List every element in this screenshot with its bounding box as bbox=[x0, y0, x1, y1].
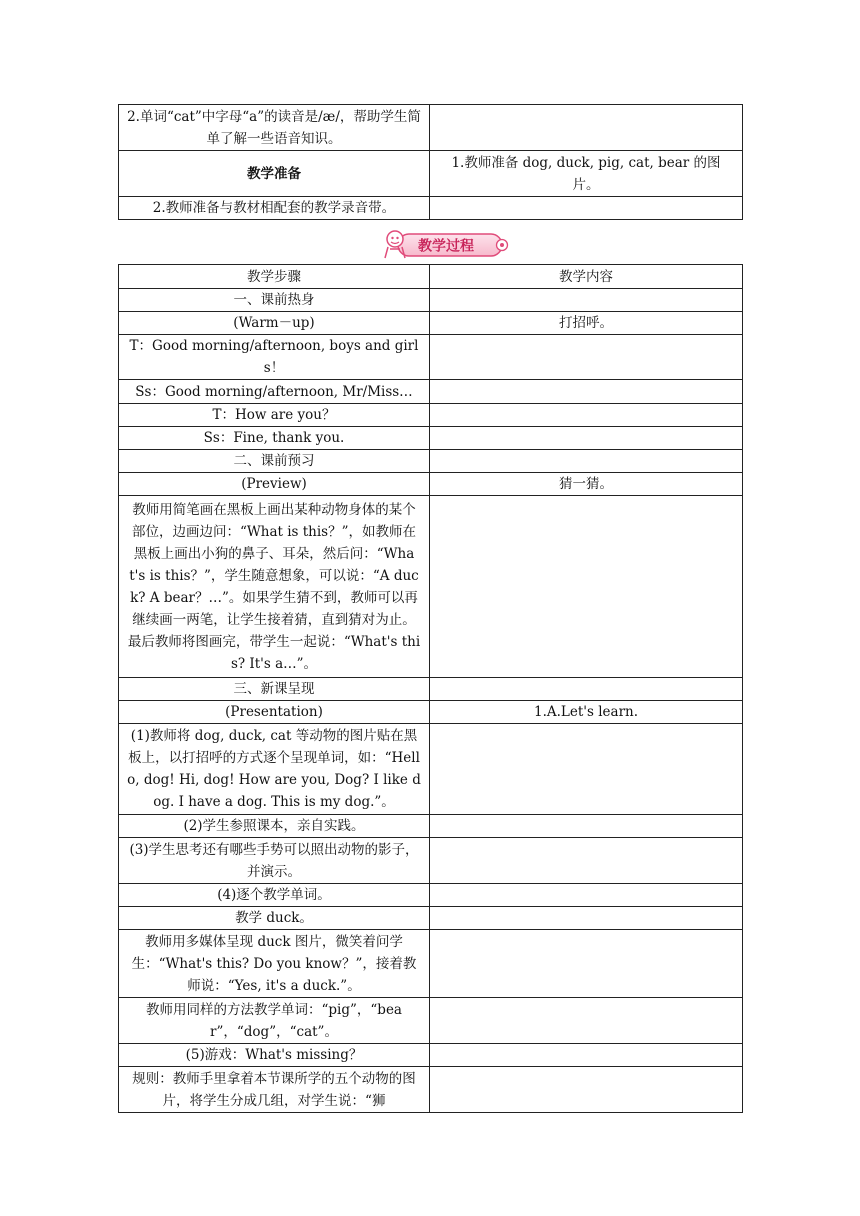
table-row bbox=[119, 1044, 743, 1067]
step-cell: (Presentation) bbox=[119, 701, 430, 724]
section-heading: 三、新课呈现 bbox=[119, 678, 430, 701]
step-cell: (4)逐个教学单词。 bbox=[119, 884, 430, 907]
step-cell: (5)游戏：What's missing？ bbox=[119, 1044, 430, 1067]
table-row bbox=[119, 197, 743, 220]
content-cell bbox=[430, 1044, 743, 1067]
table-header-row bbox=[119, 265, 743, 289]
table-row bbox=[119, 450, 743, 473]
prep-cell-left: 2.教师准备与教材相配套的教学录音带。 bbox=[119, 197, 430, 220]
content-cell bbox=[430, 907, 743, 930]
content-cell bbox=[430, 930, 743, 998]
table-row bbox=[119, 678, 743, 701]
column-header-content: 教学内容 bbox=[430, 265, 743, 289]
section-heading: 一、课前热身 bbox=[119, 289, 430, 312]
step-cell: 规则：教师手里拿着本节课所学的五个动物的图片，将学生分成几组，对学生说：“狮 bbox=[119, 1067, 430, 1113]
table-row bbox=[119, 724, 743, 815]
table-row bbox=[119, 312, 743, 335]
content-cell: 猜一猜。 bbox=[430, 473, 743, 496]
content-cell bbox=[430, 450, 743, 473]
flower-icon bbox=[497, 240, 508, 251]
prep-cell-right bbox=[430, 197, 743, 220]
table-row bbox=[119, 884, 743, 907]
content-cell: 打招呼。 bbox=[430, 312, 743, 335]
prep-cell-right: 1.教师准备 dog, duck, pig, cat, bear 的图片。 bbox=[430, 151, 743, 197]
table-row bbox=[119, 815, 743, 838]
step-cell: 教师用多媒体呈现 duck 图片，微笑着问学生：“What's this? Do you know？”，接着教师说：“Yes, it's a duck.”。 bbox=[119, 930, 430, 998]
step-cell: 教学 duck。 bbox=[119, 907, 430, 930]
section-banner bbox=[380, 225, 510, 263]
table-row bbox=[119, 289, 743, 312]
content-cell bbox=[430, 815, 743, 838]
prep-cell-right bbox=[430, 105, 743, 151]
process-table bbox=[118, 264, 743, 1113]
step-cell: (Preview) bbox=[119, 473, 430, 496]
table-row bbox=[119, 998, 743, 1044]
step-cell: (1)教师将 dog, duck, cat 等动物的图片贴在黑板上，以打招呼的方式逐个呈现单词，如：“Hello, dog! Hi, dog! How are you, Dog? I like dog. I have a dog. This is my dog.”。 bbox=[119, 724, 430, 815]
table-row bbox=[119, 838, 743, 884]
content-cell: 1.A.Let's learn. bbox=[430, 701, 743, 724]
section-heading: 二、课前预习 bbox=[119, 450, 430, 473]
content-cell bbox=[430, 998, 743, 1044]
table-row bbox=[119, 427, 743, 450]
content-cell bbox=[430, 335, 743, 380]
content-cell bbox=[430, 380, 743, 404]
step-cell: T：How are you？ bbox=[119, 404, 430, 427]
banner-title: 教学过程 bbox=[418, 238, 474, 255]
prep-cell-left: 2.单词“cat”中字母“a”的读音是/æ/，帮助学生简单了解一些语音知识。 bbox=[119, 105, 430, 151]
content-cell bbox=[430, 678, 743, 701]
table-row bbox=[119, 701, 743, 724]
content-cell bbox=[430, 838, 743, 884]
step-cell: Ss：Fine, thank you. bbox=[119, 427, 430, 450]
table-row bbox=[119, 404, 743, 427]
content-cell bbox=[430, 404, 743, 427]
table-row bbox=[119, 473, 743, 496]
prep-table bbox=[118, 104, 743, 220]
step-cell: (3)学生思考还有哪些手势可以照出动物的影子，并演示。 bbox=[119, 838, 430, 884]
table-row bbox=[119, 380, 743, 404]
content-cell bbox=[430, 289, 743, 312]
content-cell bbox=[430, 496, 743, 678]
step-cell: (Warm－up) bbox=[119, 312, 430, 335]
column-header-steps: 教学步骤 bbox=[119, 265, 430, 289]
table-row bbox=[119, 907, 743, 930]
content-cell bbox=[430, 1067, 743, 1113]
step-cell: 教师用简笔画在黑板上画出某种动物身体的某个部位，边画边问：“What is this？”，如教师在黑板上画出小狗的鼻子、耳朵，然后问：“What's is this？”，学生随意想象，可以说：“A duck? A bear？…”。如果学生猜不到，教师可以再继续画一两笔，让学生接着猜，直到猜对为止。最后教师将图画完，带学生一起说：“What's this? It's a…”。 bbox=[119, 496, 430, 678]
table-row bbox=[119, 105, 743, 151]
table-row bbox=[119, 335, 743, 380]
table-row bbox=[119, 930, 743, 998]
content-cell bbox=[430, 724, 743, 815]
step-cell: (2)学生参照课本，亲自实践。 bbox=[119, 815, 430, 838]
table-row bbox=[119, 151, 743, 197]
step-cell: Ss：Good morning/afternoon, Mr/Miss… bbox=[119, 380, 430, 404]
step-cell: T：Good morning/afternoon, boys and girls！ bbox=[119, 335, 430, 380]
table-row bbox=[119, 1067, 743, 1113]
content-cell bbox=[430, 884, 743, 907]
step-cell: 教师用同样的方法教学单词：“pig”，“bear”，“dog”，“cat”。 bbox=[119, 998, 430, 1044]
table-row bbox=[119, 496, 743, 678]
content-cell bbox=[430, 427, 743, 450]
prep-heading: 教学准备 bbox=[119, 151, 430, 197]
